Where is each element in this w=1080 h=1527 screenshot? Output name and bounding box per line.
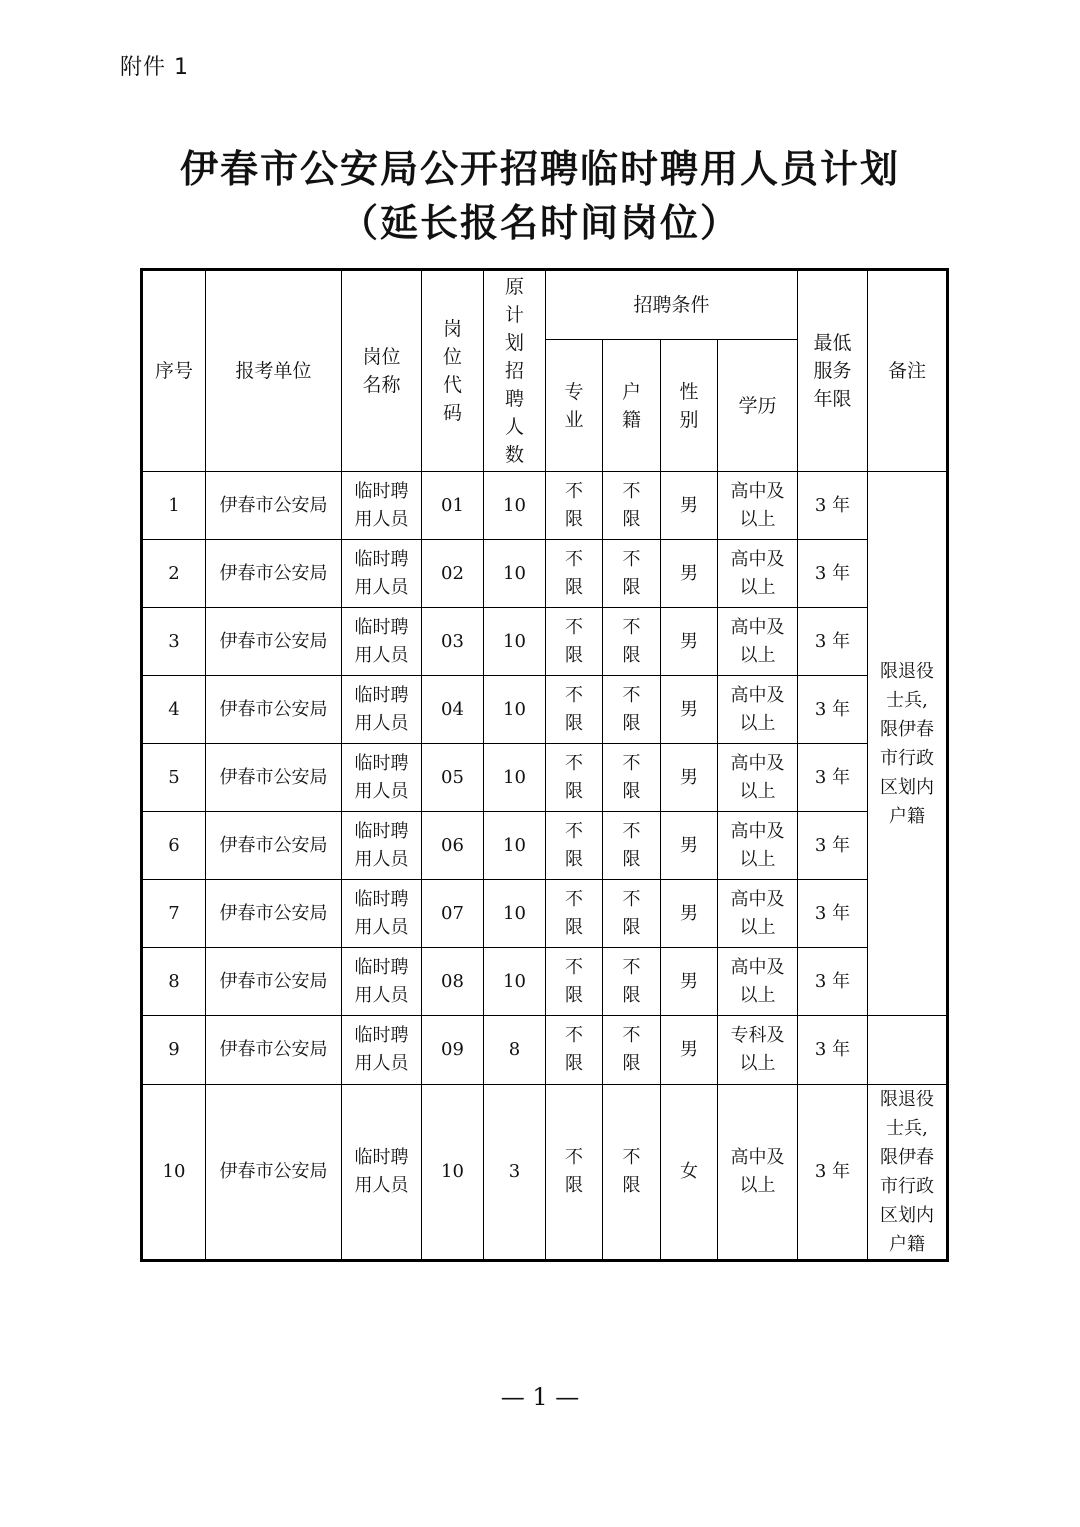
cell-position-code: 04 xyxy=(422,676,484,744)
cell-household: 不限 xyxy=(603,1016,661,1085)
cell-position-code: 10 xyxy=(422,1085,484,1261)
header-unit: 报考单位 xyxy=(206,270,342,472)
cell-position-name: 临时聘用人员 xyxy=(342,608,422,676)
header-position-name: 岗位名称 xyxy=(342,270,422,472)
cell-position-name: 临时聘用人员 xyxy=(342,948,422,1016)
cell-planned-count: 10 xyxy=(484,676,546,744)
cell-household: 不限 xyxy=(603,1085,661,1261)
cell-planned-count: 10 xyxy=(484,948,546,1016)
cell-min-service: 3 年 xyxy=(798,1085,868,1261)
cell-gender: 男 xyxy=(661,948,718,1016)
cell-household: 不限 xyxy=(603,676,661,744)
attachment-label: 附件 1 xyxy=(120,55,189,80)
cell-gender: 男 xyxy=(661,812,718,880)
table-row xyxy=(142,1085,948,1261)
header-position-code: 岗位代码 xyxy=(422,270,484,472)
header-major: 专业 xyxy=(546,340,603,472)
cell-gender: 男 xyxy=(661,880,718,948)
table-row xyxy=(142,540,948,608)
cell-major: 不限 xyxy=(546,812,603,880)
cell-gender: 男 xyxy=(661,676,718,744)
cell-position-name: 临时聘用人员 xyxy=(342,1085,422,1261)
page-number: — 1 — xyxy=(500,1383,580,1411)
cell-unit: 伊春市公安局 xyxy=(206,1085,342,1261)
cell-remarks xyxy=(868,1016,948,1085)
cell-remarks: 限退役士兵,限伊春市行政区划内户籍 xyxy=(868,1085,948,1261)
cell-position-code: 01 xyxy=(422,472,484,540)
cell-unit: 伊春市公安局 xyxy=(206,948,342,1016)
header-min-service: 最低服务年限 xyxy=(798,270,868,472)
cell-education: 高中及以上 xyxy=(718,880,798,948)
header-remarks: 备注 xyxy=(868,270,948,472)
cell-major: 不限 xyxy=(546,540,603,608)
cell-seq: 3 xyxy=(142,608,206,676)
cell-gender: 女 xyxy=(661,1085,718,1261)
cell-seq: 10 xyxy=(142,1085,206,1261)
cell-planned-count: 10 xyxy=(484,880,546,948)
cell-position-name: 临时聘用人员 xyxy=(342,812,422,880)
cell-education: 高中及以上 xyxy=(718,540,798,608)
cell-household: 不限 xyxy=(603,812,661,880)
cell-gender: 男 xyxy=(661,608,718,676)
cell-min-service: 3 年 xyxy=(798,540,868,608)
cell-planned-count: 10 xyxy=(484,744,546,812)
header-conditions: 招聘条件 xyxy=(546,270,798,340)
cell-gender: 男 xyxy=(661,540,718,608)
cell-position-name: 临时聘用人员 xyxy=(342,744,422,812)
cell-major: 不限 xyxy=(546,880,603,948)
cell-household: 不限 xyxy=(603,608,661,676)
cell-education: 高中及以上 xyxy=(718,948,798,1016)
cell-household: 不限 xyxy=(603,540,661,608)
cell-education: 高中及以上 xyxy=(718,676,798,744)
cell-major: 不限 xyxy=(546,948,603,1016)
cell-gender: 男 xyxy=(661,1016,718,1085)
cell-position-name: 临时聘用人员 xyxy=(342,472,422,540)
cell-household: 不限 xyxy=(603,948,661,1016)
header-education: 学历 xyxy=(718,340,798,472)
cell-gender: 男 xyxy=(661,744,718,812)
cell-seq: 2 xyxy=(142,540,206,608)
cell-remarks-merged: 限退役士兵,限伊春市行政区划内户籍 xyxy=(868,472,948,1016)
page-subtitle: （延长报名时间岗位） xyxy=(339,200,740,245)
cell-position-code: 07 xyxy=(422,880,484,948)
cell-seq: 6 xyxy=(142,812,206,880)
cell-unit: 伊春市公安局 xyxy=(206,608,342,676)
cell-min-service: 3 年 xyxy=(798,676,868,744)
cell-unit: 伊春市公安局 xyxy=(206,880,342,948)
cell-position-code: 08 xyxy=(422,948,484,1016)
cell-position-code: 03 xyxy=(422,608,484,676)
table-row xyxy=(142,472,948,540)
cell-position-code: 06 xyxy=(422,812,484,880)
cell-min-service: 3 年 xyxy=(798,812,868,880)
cell-seq: 8 xyxy=(142,948,206,1016)
table-row xyxy=(142,1016,948,1085)
cell-unit: 伊春市公安局 xyxy=(206,744,342,812)
cell-education: 专科及以上 xyxy=(718,1016,798,1085)
cell-major: 不限 xyxy=(546,676,603,744)
cell-education: 高中及以上 xyxy=(718,1085,798,1261)
header-household: 户籍 xyxy=(603,340,661,472)
cell-planned-count: 3 xyxy=(484,1085,546,1261)
cell-household: 不限 xyxy=(603,744,661,812)
cell-education: 高中及以上 xyxy=(718,608,798,676)
cell-position-name: 临时聘用人员 xyxy=(342,1016,422,1085)
cell-household: 不限 xyxy=(603,880,661,948)
recruitment-plan-table xyxy=(140,268,949,1262)
cell-planned-count: 8 xyxy=(484,1016,546,1085)
header-seq: 序号 xyxy=(142,270,206,472)
cell-major: 不限 xyxy=(546,472,603,540)
cell-seq: 4 xyxy=(142,676,206,744)
cell-education: 高中及以上 xyxy=(718,812,798,880)
cell-unit: 伊春市公安局 xyxy=(206,676,342,744)
cell-position-name: 临时聘用人员 xyxy=(342,540,422,608)
cell-min-service: 3 年 xyxy=(798,472,868,540)
table-row xyxy=(142,608,948,676)
cell-planned-count: 10 xyxy=(484,812,546,880)
cell-major: 不限 xyxy=(546,608,603,676)
table-row xyxy=(142,812,948,880)
cell-major: 不限 xyxy=(546,744,603,812)
cell-household: 不限 xyxy=(603,472,661,540)
cell-min-service: 3 年 xyxy=(798,880,868,948)
cell-seq: 5 xyxy=(142,744,206,812)
cell-seq: 1 xyxy=(142,472,206,540)
table-row xyxy=(142,948,948,1016)
table-row xyxy=(142,880,948,948)
cell-min-service: 3 年 xyxy=(798,948,868,1016)
cell-major: 不限 xyxy=(546,1085,603,1261)
cell-unit: 伊春市公安局 xyxy=(206,812,342,880)
cell-unit: 伊春市公安局 xyxy=(206,540,342,608)
cell-seq: 7 xyxy=(142,880,206,948)
cell-planned-count: 10 xyxy=(484,540,546,608)
cell-position-code: 02 xyxy=(422,540,484,608)
cell-education: 高中及以上 xyxy=(718,744,798,812)
table-row xyxy=(142,676,948,744)
cell-min-service: 3 年 xyxy=(798,608,868,676)
cell-position-name: 临时聘用人员 xyxy=(342,676,422,744)
cell-min-service: 3 年 xyxy=(798,1016,868,1085)
cell-gender: 男 xyxy=(661,472,718,540)
cell-planned-count: 10 xyxy=(484,608,546,676)
header-planned-count: 原计划招聘人数 xyxy=(484,270,546,472)
cell-unit: 伊春市公安局 xyxy=(206,1016,342,1085)
header-gender: 性别 xyxy=(661,340,718,472)
cell-seq: 9 xyxy=(142,1016,206,1085)
page-title: 伊春市公安局公开招聘临时聘用人员计划 xyxy=(179,146,900,191)
table-row xyxy=(142,744,948,812)
cell-education: 高中及以上 xyxy=(718,472,798,540)
cell-min-service: 3 年 xyxy=(798,744,868,812)
cell-unit: 伊春市公安局 xyxy=(206,472,342,540)
cell-major: 不限 xyxy=(546,1016,603,1085)
cell-position-name: 临时聘用人员 xyxy=(342,880,422,948)
cell-position-code: 05 xyxy=(422,744,484,812)
cell-position-code: 09 xyxy=(422,1016,484,1085)
cell-planned-count: 10 xyxy=(484,472,546,540)
